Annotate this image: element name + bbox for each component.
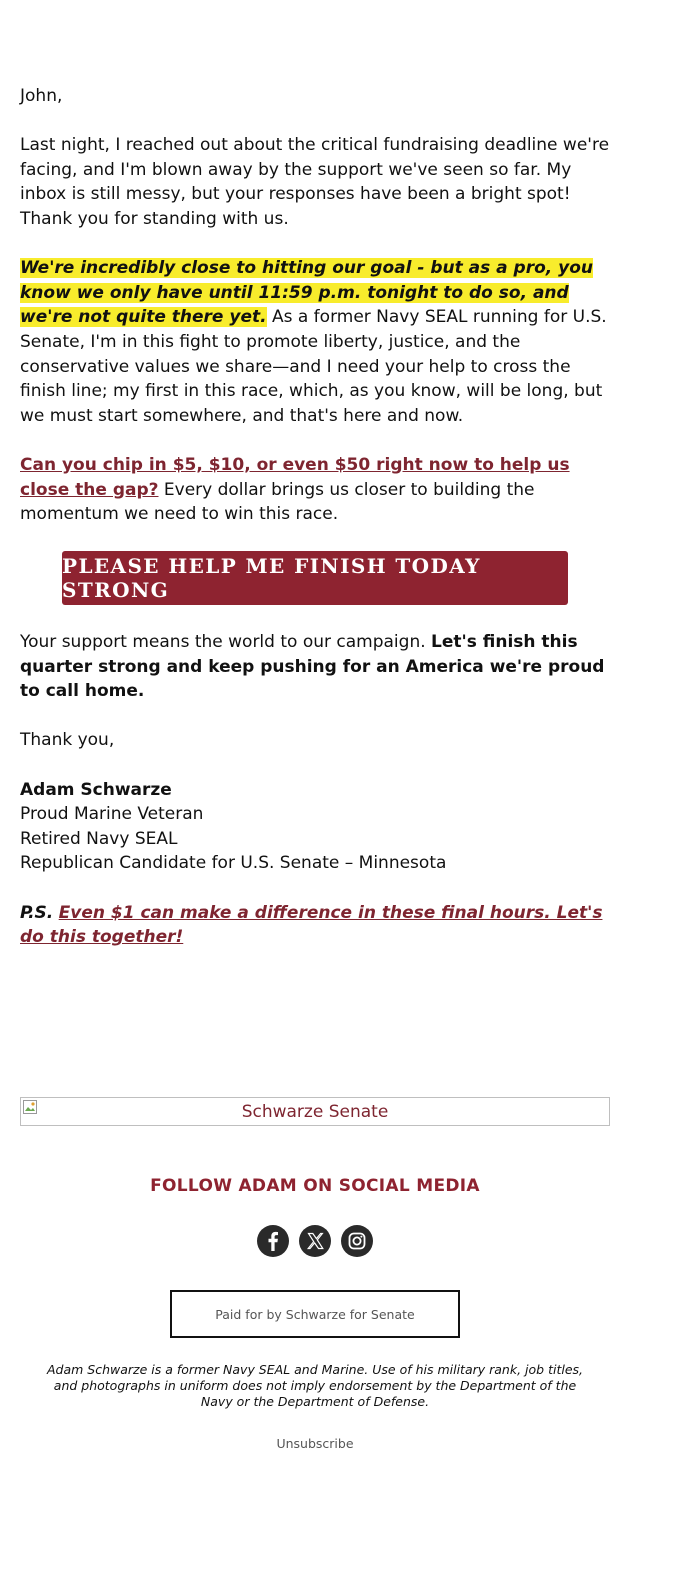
x-icon[interactable]: [299, 1225, 331, 1257]
disclaimer: Adam Schwarze is a former Navy SEAL and Marine. Use of his military rank, job titles, and photographs in uniform does not imply endorsement by the Department of the Navy or the Department of Defense.: [47, 1362, 583, 1409]
broken-image-icon: [23, 1100, 37, 1114]
signature: [20, 778, 610, 876]
signature-title-3: Republican Candidate for U.S. Senate – Minnesota: [20, 853, 447, 874]
ps-donate-link[interactable]: Even $1 can make a difference in these final hours. Let's do this together!: [20, 902, 603, 948]
logo-alt-text: Schwarze Senate: [241, 1101, 389, 1122]
greeting: John,: [20, 86, 63, 106]
postscript: [20, 901, 610, 950]
signature-name: Adam Schwarze: [20, 779, 172, 800]
follow-heading: FOLLOW ADAM ON SOCIAL MEDIA: [150, 1176, 480, 1196]
paragraph-goal: [20, 256, 610, 428]
donate-link[interactable]: Can you chip in $5, $10, or even $50 right now to help us close the gap?: [20, 454, 570, 500]
signature-title-1: Proud Marine Veteran: [20, 804, 204, 825]
paragraph-support: [20, 630, 610, 704]
email-closing: [20, 630, 610, 974]
instagram-icon[interactable]: [341, 1225, 373, 1257]
paragraph-ask: [20, 453, 610, 527]
email-body: [20, 84, 610, 551]
paragraph-ask-text: Every dollar brings us closer to building the momentum we need to win this race.: [20, 479, 535, 525]
facebook-icon[interactable]: [257, 1225, 289, 1257]
logo-image[interactable]: [20, 1097, 610, 1126]
paragraph-support-bold: Let's finish this quarter strong and keep pushing for an America we're proud to call home.: [20, 632, 605, 702]
paid-for-text: Paid for by Schwarze for Senate: [215, 1306, 415, 1322]
paragraph-support-text: Your support means the world to our campaign.: [20, 632, 432, 652]
paragraph-intro: Last night, I reached out about the critical fundraising deadline we're facing, and I'm blown away by the support we've seen so far. My inbox is still messy, but your responses have been a bright spot! Thank you for standing with us.: [20, 135, 610, 229]
sign-off: Thank you,: [20, 730, 115, 751]
donate-button-label: PLEASE HELP ME FINISH TODAY STRONG: [62, 554, 481, 602]
highlighted-text: We're incredibly close to hitting our goal - but as a pro, you know we only have until 11:59 p.m. tonight to do so, and we're not quite there yet.: [20, 258, 594, 328]
donate-button[interactable]: [62, 551, 568, 605]
paid-for-box: [170, 1290, 460, 1338]
ps-label: P.S.: [20, 902, 54, 923]
signature-title-2: Retired Navy SEAL: [20, 828, 178, 849]
paragraph-goal-text: As a former Navy SEAL running for U.S. Senate, I'm in this fight to promote liberty, justice, and the conservative values we share—and I need your help to cross the finish line; my first in this race, which, as you know, will be long, but we must start somewhere, and that's here and now.: [20, 307, 607, 426]
social-links: [257, 1225, 373, 1257]
unsubscribe-link[interactable]: Unsubscribe: [276, 1436, 354, 1451]
